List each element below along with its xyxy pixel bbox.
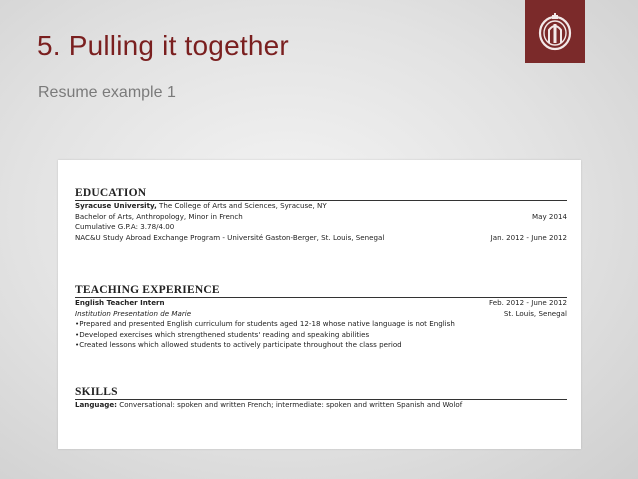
education-heading: EDUCATION	[75, 187, 567, 201]
skills-heading: SKILLS	[75, 386, 567, 400]
slide-subtitle: Resume example 1	[38, 84, 176, 101]
education-school-row	[75, 201, 567, 212]
logo-badge	[525, 0, 585, 63]
list-item	[75, 330, 567, 341]
teaching-role: English Teacher Intern	[75, 298, 165, 307]
skills-label: Language:	[75, 400, 117, 409]
slide-title: 5. Pulling it together	[37, 30, 289, 61]
teaching-bullet-3: • Created lessons which allowed students to actively participate throughout the class period	[75, 340, 402, 351]
teaching-section	[75, 284, 567, 351]
teaching-bullet-2: • Developed exercises which strengthened students' reading and speaking abilities	[75, 330, 369, 341]
resume-image	[58, 160, 581, 449]
education-gpa-row	[75, 222, 567, 233]
degree-date: May 2014	[532, 211, 567, 221]
education-section	[75, 187, 567, 243]
skills-section	[75, 386, 567, 411]
education-degree-row	[75, 212, 567, 223]
degree: Bachelor of Arts, Anthropology, Minor in French	[75, 211, 243, 221]
university-seal-icon	[535, 10, 575, 54]
education-abroad-row	[75, 233, 567, 244]
list-item	[75, 319, 567, 330]
skills-row	[75, 400, 567, 411]
abroad-date: Jan. 2012 - June 2012	[490, 232, 567, 242]
teaching-role-date: Feb. 2012 - June 2012	[489, 298, 567, 307]
gpa: Cumulative G.P.A: 3.78/4.00	[75, 222, 175, 232]
teaching-heading: TEACHING EXPERIENCE	[75, 284, 567, 298]
list-item	[75, 340, 567, 351]
teaching-bullet-1: • Prepared and presented English curriculum for students aged 12-18 whose native language is not English	[75, 319, 455, 330]
skills-text: Conversational: spoken and written French; intermediate: spoken and written Spanish and Wolof	[117, 400, 463, 409]
teaching-institution-row	[75, 309, 567, 320]
abroad-program: NAC&U Study Abroad Exchange Program - Université Gaston-Berger, St. Louis, Senegal	[75, 232, 385, 242]
teaching-role-row	[75, 298, 567, 309]
school-detail: The College of Arts and Sciences, Syracuse, NY	[156, 201, 327, 210]
teaching-institution: Institution Presentation de Marie	[75, 308, 192, 318]
teaching-location: St. Louis, Senegal	[503, 308, 567, 318]
school-name: Syracuse University,	[75, 201, 157, 210]
